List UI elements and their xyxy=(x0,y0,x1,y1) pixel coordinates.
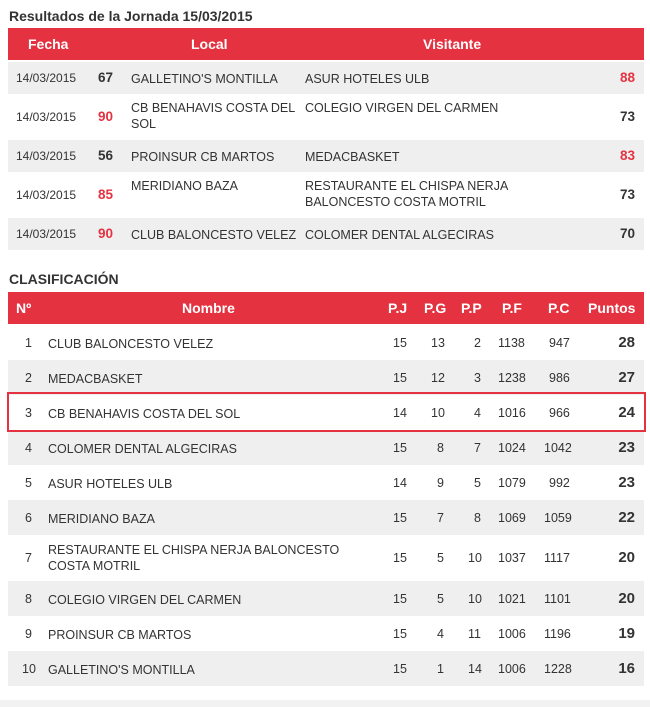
standing-pc: 1059 xyxy=(544,510,572,525)
standing-position: 4 xyxy=(25,440,32,455)
standing-row xyxy=(8,500,644,535)
standing-row xyxy=(8,581,644,616)
standing-pc: 947 xyxy=(549,335,570,350)
standing-team-name: GALLETINO'S MONTILLA xyxy=(48,662,195,677)
results-header-home: Local xyxy=(191,36,228,52)
result-date: 14/03/2015 xyxy=(16,149,77,163)
standing-pc: 1196 xyxy=(544,626,571,641)
standing-pf: 1006 xyxy=(498,626,526,641)
standing-pj: 14 xyxy=(393,405,407,420)
standing-position: 9 xyxy=(25,626,32,641)
standing-pf: 1021 xyxy=(498,591,526,606)
standings-title: CLASIFICACIÓN xyxy=(9,271,119,287)
standing-points: 19 xyxy=(618,624,635,642)
result-row xyxy=(8,172,644,218)
standing-pj: 15 xyxy=(393,370,407,385)
standings-header-pp: P.P xyxy=(461,300,482,316)
result-home-score: 67 xyxy=(98,70,114,85)
result-home-team: PROINSUR CB MARTOS xyxy=(131,150,275,164)
standing-pf: 1024 xyxy=(498,440,526,455)
standing-points: 23 xyxy=(618,438,635,456)
standing-team-name: COLEGIO VIRGEN DEL CARMEN xyxy=(48,592,242,607)
result-date: 14/03/2015 xyxy=(16,227,77,241)
standing-pf: 1238 xyxy=(498,370,526,385)
result-row xyxy=(8,94,644,140)
standing-row xyxy=(8,651,644,686)
standing-pf: 1138 xyxy=(498,335,525,350)
standing-team-name: COLOMER DENTAL ALGECIRAS xyxy=(48,441,237,456)
result-away-team: MEDACBASKET xyxy=(305,150,400,164)
standing-pj: 15 xyxy=(393,440,407,455)
result-away-score: 83 xyxy=(619,148,635,163)
standing-pj: 15 xyxy=(393,661,407,676)
standing-pg: 1 xyxy=(437,661,444,676)
standing-pp: 3 xyxy=(474,370,481,385)
standing-pj: 15 xyxy=(393,335,407,350)
result-home-score: 90 xyxy=(98,109,114,124)
result-home-team: MERIDIANO BAZA xyxy=(131,179,238,193)
standing-pp: 2 xyxy=(474,335,481,350)
result-away-team: ASUR HOTELES ULB xyxy=(305,72,430,86)
result-date: 14/03/2015 xyxy=(16,188,77,202)
standing-pp: 7 xyxy=(474,440,481,455)
standing-pc: 992 xyxy=(549,475,570,490)
result-date: 14/03/2015 xyxy=(16,110,77,124)
standing-points: 23 xyxy=(618,473,635,491)
standing-position: 8 xyxy=(25,591,32,606)
result-away-score: 70 xyxy=(619,226,635,241)
standing-points: 24 xyxy=(618,403,635,421)
standing-pg: 10 xyxy=(431,405,445,420)
standings-header-pos: Nº xyxy=(16,300,32,316)
standing-points: 27 xyxy=(618,368,635,386)
standing-pj: 15 xyxy=(393,626,407,641)
standing-pc: 1117 xyxy=(544,551,570,565)
results-header-row xyxy=(8,28,644,60)
standing-pg: 9 xyxy=(437,475,444,490)
standing-row xyxy=(8,535,644,581)
result-away-team: COLEGIO VIRGEN DEL CARMEN xyxy=(305,101,499,115)
standing-pf: 1006 xyxy=(498,661,526,676)
standing-position: 5 xyxy=(25,475,32,490)
standing-pp: 10 xyxy=(468,591,482,606)
result-row xyxy=(8,62,644,94)
standing-pg: 8 xyxy=(437,440,444,455)
standing-team-name: MERIDIANO BAZA xyxy=(48,511,155,526)
results-header-date: Fecha xyxy=(28,36,69,52)
result-away-score: 73 xyxy=(619,109,635,124)
standing-row xyxy=(8,430,644,465)
standing-pj: 15 xyxy=(393,551,407,565)
standing-position: 3 xyxy=(25,405,32,420)
standing-pf: 1069 xyxy=(498,510,526,525)
standing-pc: 966 xyxy=(549,405,570,420)
standing-position: 10 xyxy=(22,661,36,676)
standing-pp: 5 xyxy=(474,475,481,490)
standing-team-name: CLUB BALONCESTO VELEZ xyxy=(48,336,214,351)
result-away-score: 88 xyxy=(619,70,635,85)
result-home-team: GALLETINO'S MONTILLA xyxy=(131,72,278,86)
standings-header-pf: P.F xyxy=(502,300,522,316)
standings-header-pj: P.J xyxy=(388,300,408,316)
standing-position: 2 xyxy=(25,370,32,385)
standing-pg: 4 xyxy=(437,626,444,641)
standing-pg: 7 xyxy=(437,510,444,525)
result-date: 14/03/2015 xyxy=(16,71,77,85)
standing-pg: 5 xyxy=(437,551,444,565)
result-away-team: COLOMER DENTAL ALGECIRAS xyxy=(305,228,494,242)
standings-header-row xyxy=(8,292,644,324)
result-row xyxy=(8,140,644,172)
result-away-team: RESTAURANTE EL CHISPA NERJA BALONCESTO COSTA MOTRIL xyxy=(305,179,508,209)
results-header-away: Visitante xyxy=(423,36,482,52)
standing-pp: 4 xyxy=(474,405,481,420)
standing-pc: 986 xyxy=(549,370,570,385)
standing-pg: 5 xyxy=(437,591,444,606)
standing-pg: 13 xyxy=(431,335,445,350)
standing-pp: 11 xyxy=(468,626,481,641)
standing-points: 28 xyxy=(618,333,635,351)
result-away-score: 73 xyxy=(619,187,635,202)
standing-row xyxy=(8,325,644,360)
standing-pc: 1042 xyxy=(544,440,572,455)
standing-pp: 10 xyxy=(468,551,482,565)
standing-pj: 14 xyxy=(393,475,407,490)
standing-pp: 14 xyxy=(468,661,482,676)
result-home-team: CB BENAHAVIS COSTA DEL SOL xyxy=(131,101,295,131)
footer-band xyxy=(0,700,650,707)
standing-pj: 15 xyxy=(393,591,407,606)
standing-points: 16 xyxy=(618,659,635,677)
results-title: Resultados de la Jornada 15/03/2015 xyxy=(9,8,253,24)
standing-team-name: ASUR HOTELES ULB xyxy=(48,476,173,491)
standing-position: 6 xyxy=(25,510,32,525)
standing-pf: 1016 xyxy=(498,405,526,420)
standing-points: 20 xyxy=(618,549,635,566)
standing-pf: 1079 xyxy=(498,475,526,490)
result-home-score: 85 xyxy=(98,187,114,202)
result-home-score: 56 xyxy=(98,148,114,163)
standing-pj: 15 xyxy=(393,510,407,525)
standings-header-pg: P.G xyxy=(424,300,447,316)
standing-team-name: MEDACBASKET xyxy=(48,371,143,386)
standing-row xyxy=(8,616,644,651)
standing-points: 22 xyxy=(618,508,635,526)
result-home-team: CLUB BALONCESTO VELEZ xyxy=(131,228,297,242)
standing-position: 7 xyxy=(25,551,32,565)
result-row xyxy=(8,218,644,250)
standing-row xyxy=(8,465,644,500)
standing-pg: 12 xyxy=(431,370,445,385)
standing-row xyxy=(8,360,644,395)
standings-header-points: Puntos xyxy=(588,300,636,316)
standing-row-highlighted xyxy=(8,395,644,430)
standing-team-name: CB BENAHAVIS COSTA DEL SOL xyxy=(48,406,241,421)
standing-points: 20 xyxy=(618,589,635,607)
standing-team-name: PROINSUR CB MARTOS xyxy=(48,627,192,642)
standing-pf: 1037 xyxy=(498,551,526,565)
standings-header-pc: P.C xyxy=(548,300,570,316)
standing-pc: 1228 xyxy=(544,661,572,676)
standing-pp: 8 xyxy=(474,510,481,525)
result-home-score: 90 xyxy=(98,226,114,241)
standing-team-name: RESTAURANTE EL CHISPA NERJA BALONCESTO COSTA MOTRIL xyxy=(48,543,340,573)
standing-position: 1 xyxy=(25,335,32,350)
standings-header-name: Nombre xyxy=(182,300,235,316)
standing-pc: 1101 xyxy=(544,591,571,606)
